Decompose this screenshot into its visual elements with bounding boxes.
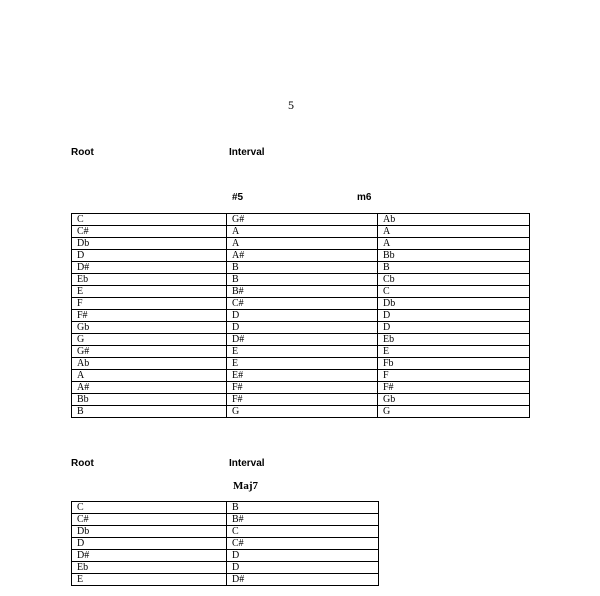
table-cell: D: [227, 310, 378, 322]
table-cell: Ab: [72, 358, 227, 370]
table-cell: C: [72, 502, 227, 514]
table-row: [72, 574, 379, 586]
table-row: [72, 262, 530, 274]
table-cell: Db: [72, 238, 227, 250]
table-row: [72, 526, 379, 538]
table-cell: Eb: [72, 562, 227, 574]
table-row: [72, 370, 530, 382]
table-cell: B: [227, 502, 379, 514]
table-cell: D#: [227, 334, 378, 346]
table-row: [72, 382, 530, 394]
table-cell: B#: [227, 286, 378, 298]
table-cell: G: [227, 406, 378, 418]
table-row: [72, 274, 530, 286]
root-header-2: Root: [71, 458, 94, 469]
table-cell: Eb: [378, 334, 530, 346]
table-cell: A: [227, 226, 378, 238]
table-cell: A: [378, 226, 530, 238]
table-cell: C: [227, 526, 379, 538]
table-row: [72, 358, 530, 370]
table-cell: D: [227, 562, 379, 574]
table-row: [72, 538, 379, 550]
table-cell: D#: [227, 574, 379, 586]
table-cell: D: [72, 250, 227, 262]
page-number: 5: [288, 98, 294, 112]
table-cell: E: [72, 286, 227, 298]
table-cell: E: [72, 574, 227, 586]
table-cell: A#: [72, 382, 227, 394]
interval-header-2: Interval: [229, 458, 265, 469]
table-row: [72, 298, 530, 310]
table-row: [72, 394, 530, 406]
table-row: [72, 310, 530, 322]
sharp5-column-label: #5: [232, 192, 244, 203]
table-cell: F#: [72, 310, 227, 322]
table-cell: Bb: [72, 394, 227, 406]
table-cell: C#: [227, 298, 378, 310]
table-cell: B: [227, 262, 378, 274]
table-cell: B: [378, 262, 530, 274]
table-cell: B: [227, 274, 378, 286]
root-header: Root: [71, 147, 94, 158]
table-cell: A#: [227, 250, 378, 262]
table-cell: Gb: [72, 322, 227, 334]
table-cell: D#: [72, 550, 227, 562]
table-cell: C#: [72, 226, 227, 238]
table-cell: G: [72, 334, 227, 346]
table-cell: A: [72, 370, 227, 382]
table-cell: Fb: [378, 358, 530, 370]
table-cell: E: [227, 358, 378, 370]
table-cell: Gb: [378, 394, 530, 406]
table-cell: D: [227, 322, 378, 334]
table-row: [72, 334, 530, 346]
interval-table-maj7: [71, 501, 379, 586]
table-cell: F: [378, 370, 530, 382]
table-cell: C#: [227, 538, 379, 550]
table-row: [72, 550, 379, 562]
table-cell: C#: [72, 514, 227, 526]
table-row: [72, 214, 530, 226]
table-cell: D#: [72, 262, 227, 274]
table-cell: Db: [72, 526, 227, 538]
table-cell: Cb: [378, 274, 530, 286]
m6-column-label: m6: [357, 192, 372, 203]
table-row: [72, 502, 379, 514]
table-cell: D: [227, 550, 379, 562]
table-cell: E#: [227, 370, 378, 382]
table-row: [72, 346, 530, 358]
table-cell: F#: [378, 382, 530, 394]
table-cell: G: [378, 406, 530, 418]
table-cell: F#: [227, 382, 378, 394]
table-row: [72, 562, 379, 574]
maj7-column-label: Maj7: [233, 480, 259, 492]
table-row: [72, 250, 530, 262]
table-row: [72, 322, 530, 334]
table-row: [72, 226, 530, 238]
table-cell: E: [227, 346, 378, 358]
table-row: [72, 238, 530, 250]
table-cell: Ab: [378, 214, 530, 226]
table-cell: F#: [227, 394, 378, 406]
table-cell: D: [378, 322, 530, 334]
table-cell: C: [72, 214, 227, 226]
table-row: [72, 286, 530, 298]
table-row: [72, 406, 530, 418]
table-cell: C: [378, 286, 530, 298]
table-cell: G#: [72, 346, 227, 358]
table-cell: Db: [378, 298, 530, 310]
interval-table-sharp5-m6: [71, 213, 530, 418]
table-cell: D: [378, 310, 530, 322]
interval-header: Interval: [229, 147, 265, 158]
table-row: [72, 514, 379, 526]
table-cell: Bb: [378, 250, 530, 262]
table-cell: D: [72, 538, 227, 550]
table-cell: E: [378, 346, 530, 358]
table-cell: B: [72, 406, 227, 418]
table-cell: A: [378, 238, 530, 250]
table-cell: G#: [227, 214, 378, 226]
table-cell: Eb: [72, 274, 227, 286]
table-cell: B#: [227, 514, 379, 526]
table-cell: F: [72, 298, 227, 310]
table-cell: A: [227, 238, 378, 250]
